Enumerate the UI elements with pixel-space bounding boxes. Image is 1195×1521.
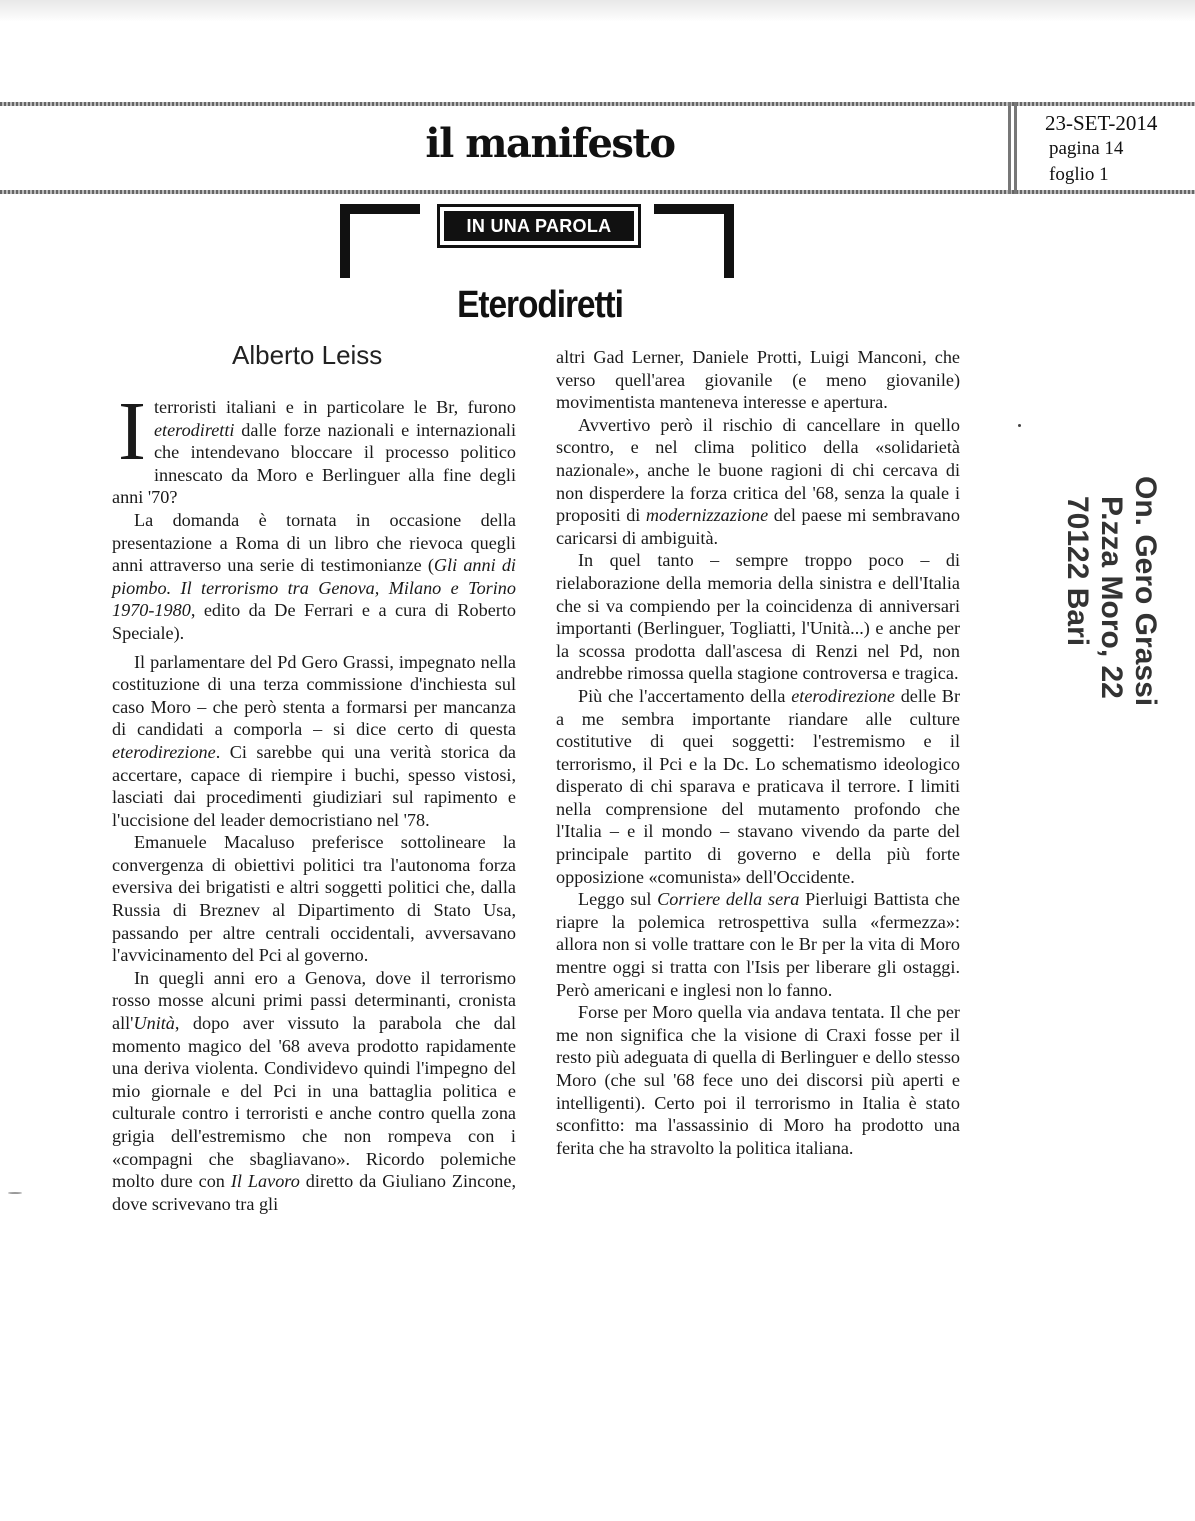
stamp-line: P.zza Moro, 22 <box>1095 496 1128 699</box>
rubric-bracket-left <box>340 204 420 278</box>
stamp-line: 70122 Bari <box>1061 496 1094 647</box>
paragraph: Il parlamentare del Pd Gero Grassi, impegnato nella costituzione di una terza commissione d'inchiesta sul caso Moro – che però stenta a formarsi per mancanza di candidati a comporla – si dice certo di questa eterodirezione. Ci sarebbe qui una verità storica da accertare, capace di riempire i buchi, spesso vistosi, lasciati dai procedimenti giudiziari sul rapimento e l'uccisione del leader democristiano nel '78. <box>112 651 516 830</box>
stamp-line: On. Gero Grassi <box>1129 476 1162 707</box>
paragraph: Più che l'accertamento della eterodirezione delle Br a me sembra importante riandare alle culture costitutive di quei soggetti: l'estremismo e il terrorismo, il Pci e la Dc. Lo schematismo ideologico disperato di chi sparava e praticava il terrore. I limiti nella comprensione del mutamento profondo che l'Italia – e il mondo – stavano vivendo da parte del principale partito di governo e della più forte opposizione «comunista» dell'Occidente. <box>556 685 960 887</box>
clipping-sheet: foglio 1 <box>1049 164 1109 185</box>
scan-shadow <box>0 0 1195 22</box>
drop-cap: I <box>118 385 146 478</box>
clipping-meta <box>1045 110 1157 188</box>
paragraph: altri Gad Lerner, Daniele Protti, Luigi Manconi, che verso quell'area giovanile (e meno giovanile) movimentista manteneva interesse e apertura. <box>556 347 960 413</box>
header-divider <box>1008 102 1011 194</box>
article-headline: Eterodiretti <box>457 284 623 326</box>
paragraph: In quegli anni ero a Genova, dove il terrorismo rosso mosse alcuni primi passi determinanti, cronista all'Unità, dopo aver vissuto la parabola che dal momento magico del '68 aveva prodotto rapidamente una deriva violenta. Condividevo quindi l'impegno del mio giornale e del Pci in una battaglia politica e culturale contro i terroristi e anche contro quella zona grigia dell'estremismo che non rompeva con i «compagni che sbagliavano». Ricordo polemiche molto dure con Il Lavoro diretto da Giuliano Zincone, dove scrivevano tra gli <box>112 967 516 1214</box>
paragraph: Leggo sul Corriere della sera Pierluigi Battista che riapre la polemica retrospettiva sulla «fermezza»: allora non si volle trattare con le Br per la vita di Moro mentre oggi si tratta con l'Isis per liberare gli ostaggi. Però americani e inglesi non lo fanno. <box>556 889 960 1000</box>
scan-speck <box>1018 424 1021 427</box>
paragraph: Avvertivo però il rischio di cancellare in quello scontro, e nel clima politico della «solidarietà nazionale», anche le buone ragioni di chi cercava di non disperdere la forza critica del '68, senza la quale i propositi di modernizzazione del paese mi sembravano caricarsi di ambiguità. <box>556 414 960 548</box>
paragraph: Iterroristi italiani e in particolare le Br, furono eterodiretti dalle forze nazionali e internazionali che intendevano bloccare il processo politico innescato da Moro e Berlinguer alla fine degli anni '70? <box>112 385 516 508</box>
paragraph: La domanda è tornata in occasione della presentazione a Roma di un libro che rievoca quegli anni attraverso una serie di testimonianze (Gli anni di piombo. Il terrorismo tra Genova, Milano e Torino 1970-1980, edito da De Ferrari e a cura di Roberto Speciale). <box>112 509 516 643</box>
rubric-label-box <box>437 204 641 248</box>
scan-speck <box>8 1192 22 1194</box>
clipping-page: pagina 14 <box>1049 138 1124 159</box>
clipping-date: 23-SET-2014 <box>1045 111 1158 135</box>
rubric-label: IN UNA PAROLA <box>444 211 634 241</box>
paragraph: Emanuele Macaluso preferisce sottolineare la convergenza di obiettivi politici tra l'autonoma forza eversiva dei brigatisti e altri soggetti politici che, dalla Russia di Breznev al Dipartimento di Stato Usa, passando per altre centrali occidentali, avversavano l'avvicinamento del Pci al governo. <box>112 832 516 966</box>
article-column-right <box>556 346 960 1159</box>
address-stamp <box>1060 476 1162 706</box>
paragraph: In quel tanto – sempre troppo poco – di rielaborazione della memoria della sinistra e dell'Italia che si va compiendo per la coincidenza di anniversari importanti (Berlinguer, Togliatti, l'Unità...) e anche per la scossa prodotta dall'ascesa di Renzi nel Pd, non andrebbe rimossa quella stagione controversa e tragica. <box>556 550 960 684</box>
header-divider <box>1014 102 1017 194</box>
article-byline: Alberto Leiss <box>232 340 383 370</box>
article-column-left <box>112 385 516 1215</box>
paragraph: Forse per Moro quella via andava tentata. Il che per me non significa che la visione di Craxi fosse per il resto più adeguata di quella di Berlinguer e dello stesso Moro (che sul '68 fece uno dei discorsi più aperti e intelligenti). Certo poi il terrorismo in Italia è stato sconfitto: ma l'assassinio di Moro ha prodotto una ferita che ha stravolto la politica italiana. <box>556 1002 960 1158</box>
newspaper-masthead: il manifesto <box>425 120 675 167</box>
rubric-bracket-right <box>654 204 734 278</box>
